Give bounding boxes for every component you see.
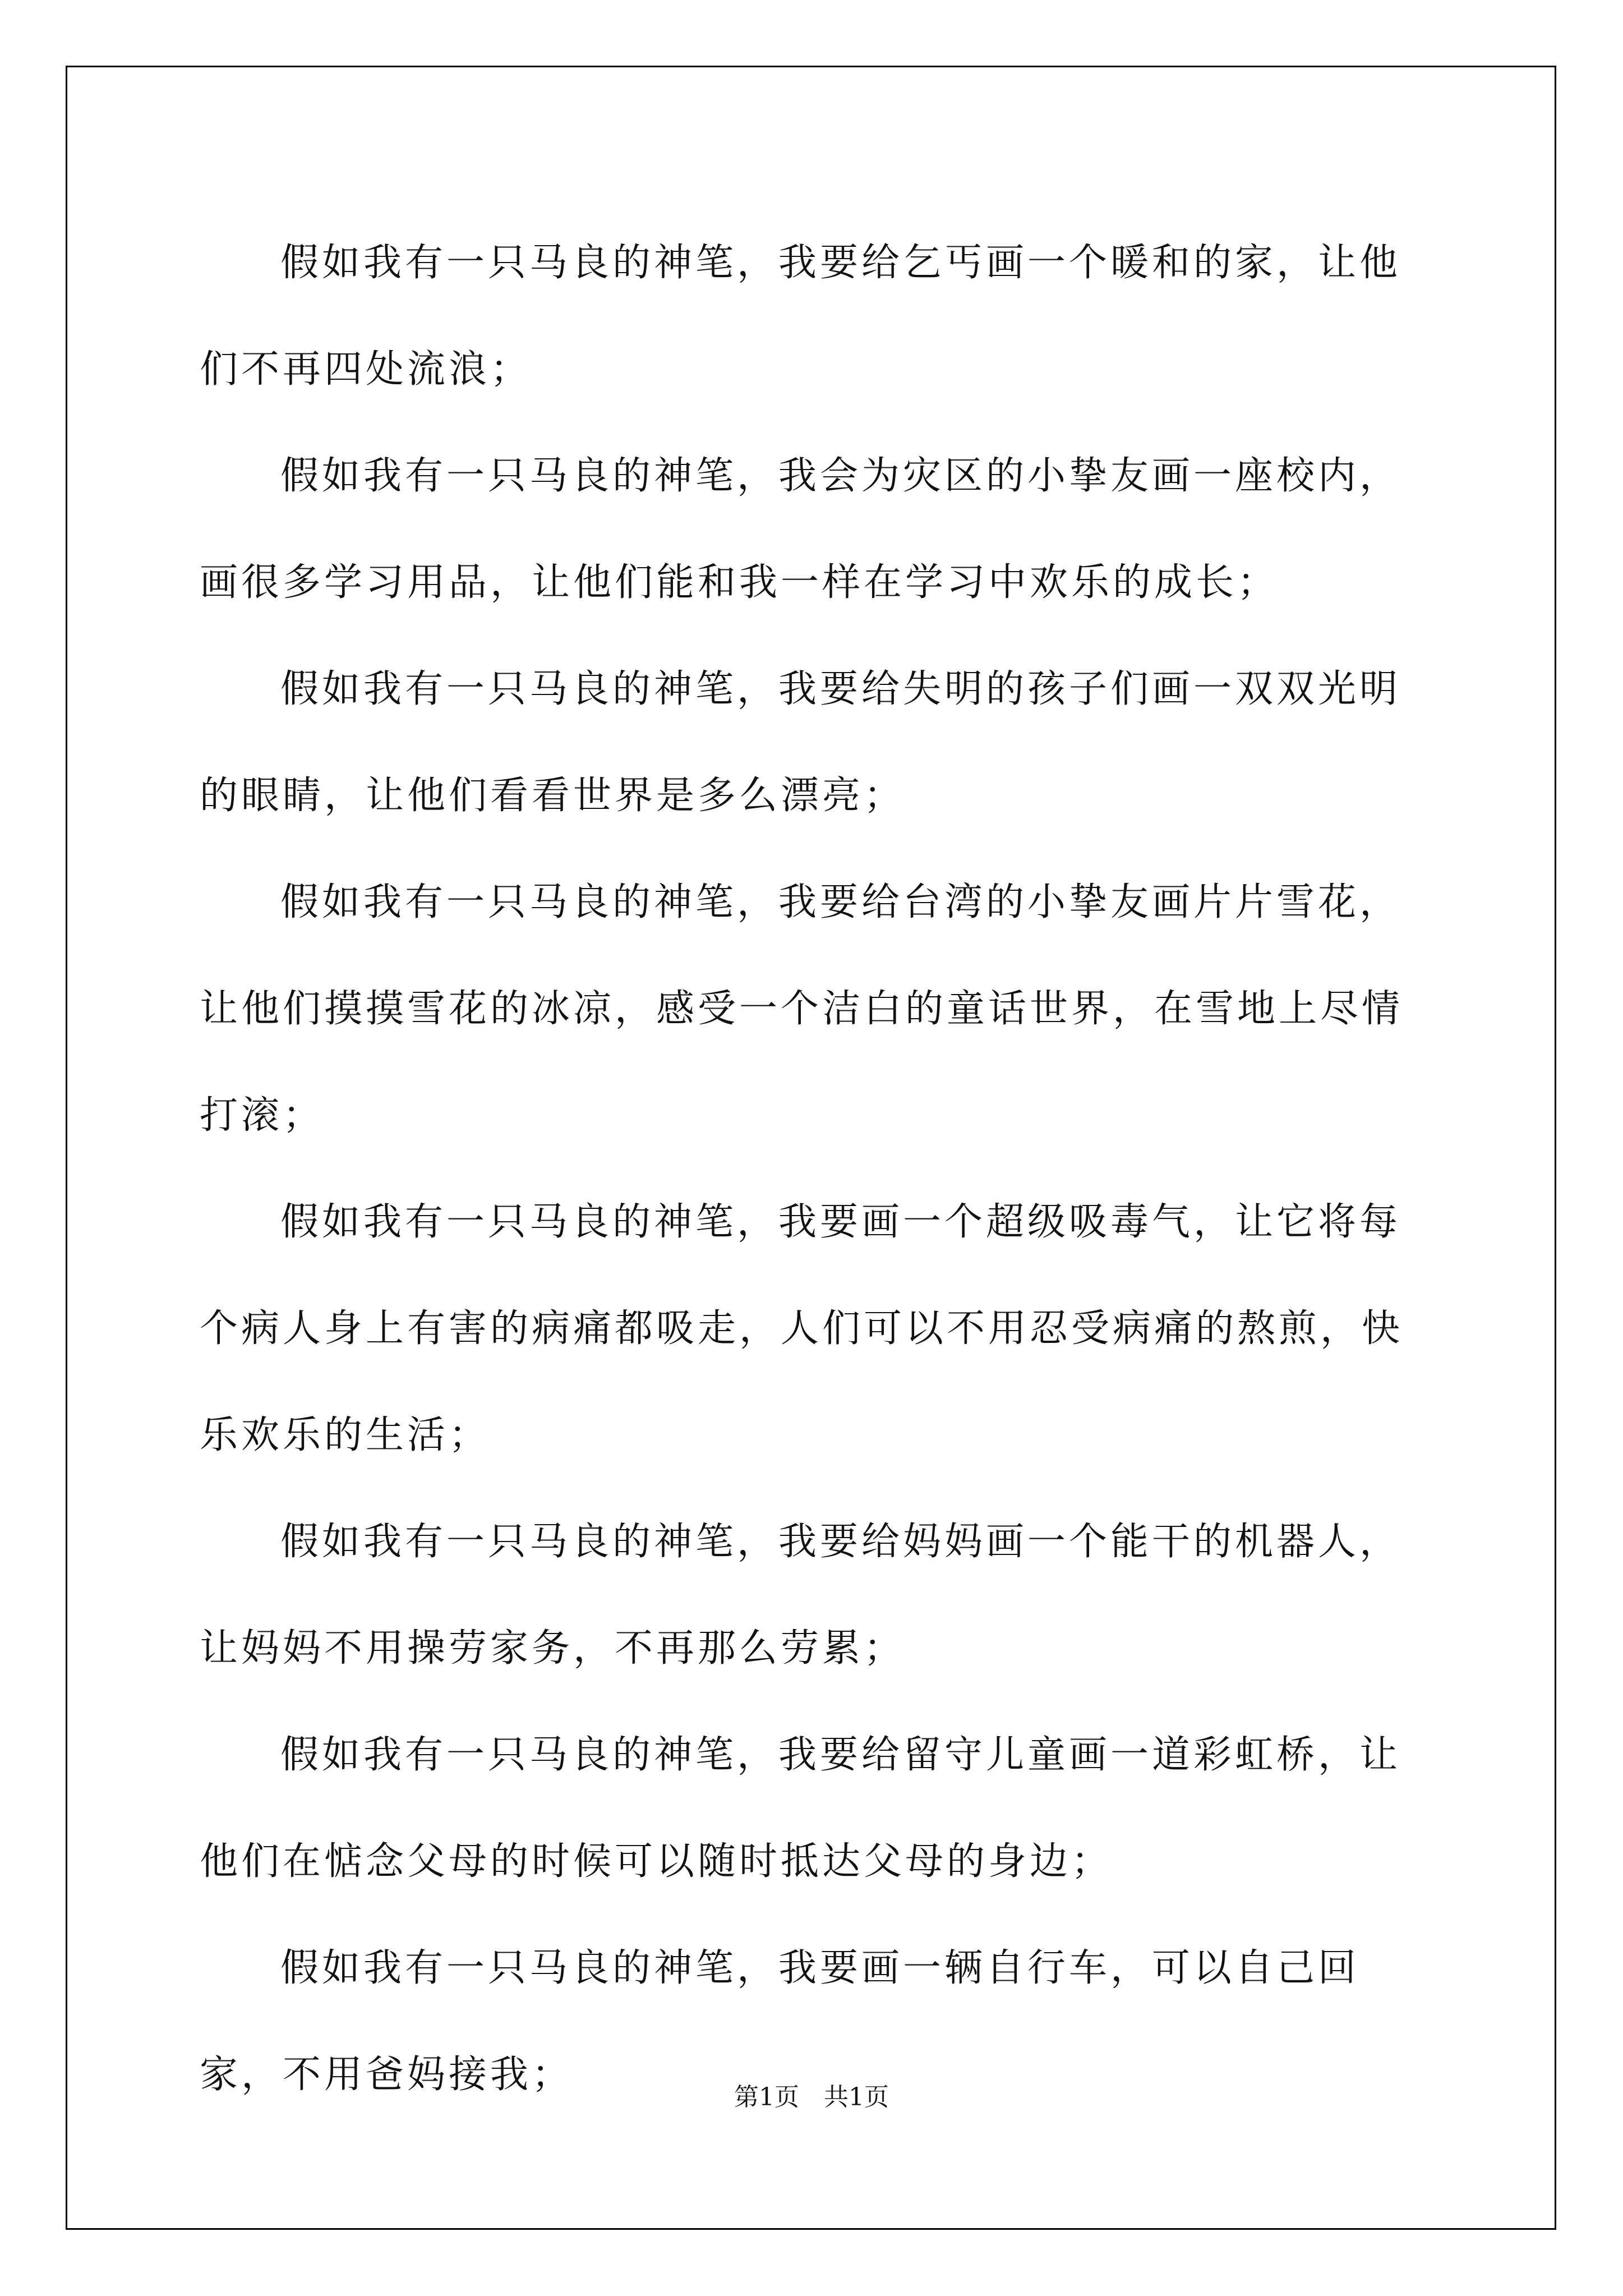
paragraph-7: 假如我有一只马良的神笔，我要给留守儿童画一道彩虹桥，让他们在惦念父母的时候可以随时抵达父母的身边；	[200, 1733, 1401, 1884]
page-total: 共1页	[824, 2083, 889, 2111]
paragraph-1: 假如我有一只马良的神笔，我要给乞丐画一个暖和的家，让他们不再四处流浪；	[200, 241, 1401, 392]
page-number: 第1页	[734, 2083, 799, 2111]
paragraph-6: 假如我有一只马良的神笔，我要给妈妈画一个能干的机器人，让妈妈不用操劳家务，不再那么劳累；	[200, 1520, 1401, 1671]
paragraph-5: 假如我有一只马良的神笔，我要画一个超级吸毒气，让它将每个病人身上有害的病痛都吸走，人们可以不用忍受病痛的熬煎，快乐欢乐的生活；	[200, 1200, 1404, 1457]
paragraph-2: 假如我有一只马良的神笔，我会为灾区的小挚友画一座校内，画很多学习用品，让他们能和我一样在学习中欢乐的成长；	[200, 454, 1401, 605]
paragraph-4: 假如我有一只马良的神笔，我要给台湾的小挚友画片片雪花，让他们摸摸雪花的冰凉，感受一个洁白的童话世界，在雪地上尽情打滚；	[200, 880, 1404, 1138]
paragraph-3: 假如我有一只马良的神笔，我要给失明的孩子们画一双双光明的眼睛，让他们看看世界是多么漂亮；	[200, 667, 1401, 818]
page-footer	[0, 2077, 1623, 2113]
document-body	[200, 210, 1433, 2128]
paragraph-8: 假如我有一只马良的神笔，我要画一辆自行车，可以自己回家，不用爸妈接我；	[200, 1946, 1360, 2097]
